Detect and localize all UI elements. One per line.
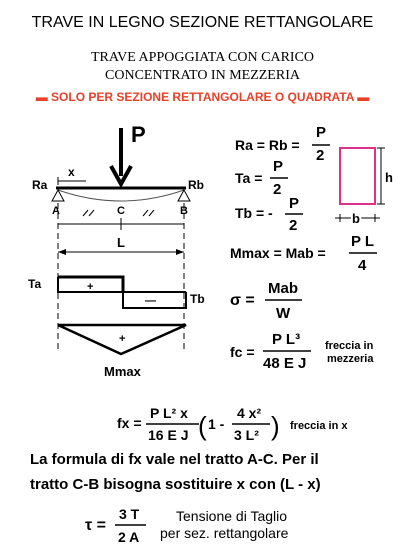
tau-note-line1: Tensione di Taglio <box>176 508 288 524</box>
shear-negative-sign: — <box>145 295 156 307</box>
base-label: b <box>352 211 360 226</box>
formulas-panel <box>195 115 405 385</box>
fx-paren-close: ) <box>271 411 280 441</box>
shear-positive-sign: + <box>87 281 94 293</box>
x-label: x <box>68 165 75 179</box>
tb-num: P <box>289 195 300 212</box>
fx-den1: 16 E J <box>148 427 189 443</box>
fx-den2: 3 L² <box>234 427 259 443</box>
fc-note-line2: mezzeria <box>327 353 374 365</box>
reactions-lhs: Ra = Rb = <box>235 137 300 153</box>
fc-den: 48 E J <box>263 355 307 372</box>
explanation-line-1: La formula di fx vale nel tratto A-C. Per il <box>30 451 319 468</box>
fc-lhs: fc = <box>230 344 255 360</box>
fx-formula <box>0 395 405 445</box>
tau-num: 3 T <box>119 506 140 522</box>
fx-lhs: fx = <box>117 415 142 431</box>
tau-note-line2: per sez. rettangolare <box>160 525 289 541</box>
fc-num: P L³ <box>272 331 301 348</box>
tau-formula <box>0 500 405 558</box>
rb-label: Rb <box>188 178 204 192</box>
point-a: A <box>52 205 60 217</box>
note-dash-right: ▬ <box>353 90 370 104</box>
sigma-den: W <box>276 305 291 322</box>
tau-lhs: τ = <box>85 517 106 534</box>
load-label: P <box>131 122 146 147</box>
tb-den: 2 <box>289 217 298 234</box>
shear-tb-label: Tb <box>190 292 205 306</box>
mmax-den: 4 <box>358 257 367 274</box>
sigma-num: Mab <box>268 280 298 297</box>
height-label: h <box>385 170 393 185</box>
sigma-lhs: σ = <box>230 292 255 309</box>
fx-one-minus: 1 - <box>208 416 225 432</box>
span-label: L <box>117 235 125 250</box>
section-note <box>0 90 405 104</box>
subtitle-line-1: TRAVE APPOGGIATA CON CARICO <box>90 50 315 65</box>
fx-paren-open: ( <box>198 411 207 441</box>
point-c: C <box>117 205 125 217</box>
point-b: B <box>180 205 188 217</box>
ta-lhs: Ta = <box>235 170 263 186</box>
deflection-curve <box>58 190 184 201</box>
page-title: TRAVE IN LEGNO SEZIONE RETTANGOLARE <box>31 14 374 31</box>
tau-den: 2 A <box>118 529 140 545</box>
moment-label: Mmax <box>104 364 141 379</box>
ta-num: P <box>273 158 284 175</box>
ta-den: 2 <box>273 181 282 198</box>
reactions-den: 2 <box>316 147 325 164</box>
shear-ta-label: Ta <box>28 277 42 291</box>
reactions-num: P <box>316 124 327 141</box>
beam-diagram <box>0 110 215 385</box>
explanation-line-2: tratto C-B bisogna sostituire x con (L - x) <box>30 476 321 493</box>
ra-label: Ra <box>32 178 48 192</box>
fx-num2: 4 x² <box>237 405 262 421</box>
note-dash-left: ▬ <box>35 90 52 104</box>
mmax-num: P L <box>351 233 375 250</box>
mmax-lhs: Mmax = Mab = <box>230 245 326 261</box>
tb-lhs: Tb = - <box>235 205 273 221</box>
fc-note-line1: freccia in <box>325 340 374 352</box>
fx-note: freccia in x <box>290 420 348 432</box>
subtitle-line-2: CONCENTRATO IN MEZZERIA <box>105 68 300 83</box>
moment-sign: + <box>119 333 126 345</box>
fx-num1: P L² x <box>150 405 188 421</box>
note-text: SOLO PER SEZIONE RETTANGOLARE O QUADRATA <box>51 90 354 104</box>
